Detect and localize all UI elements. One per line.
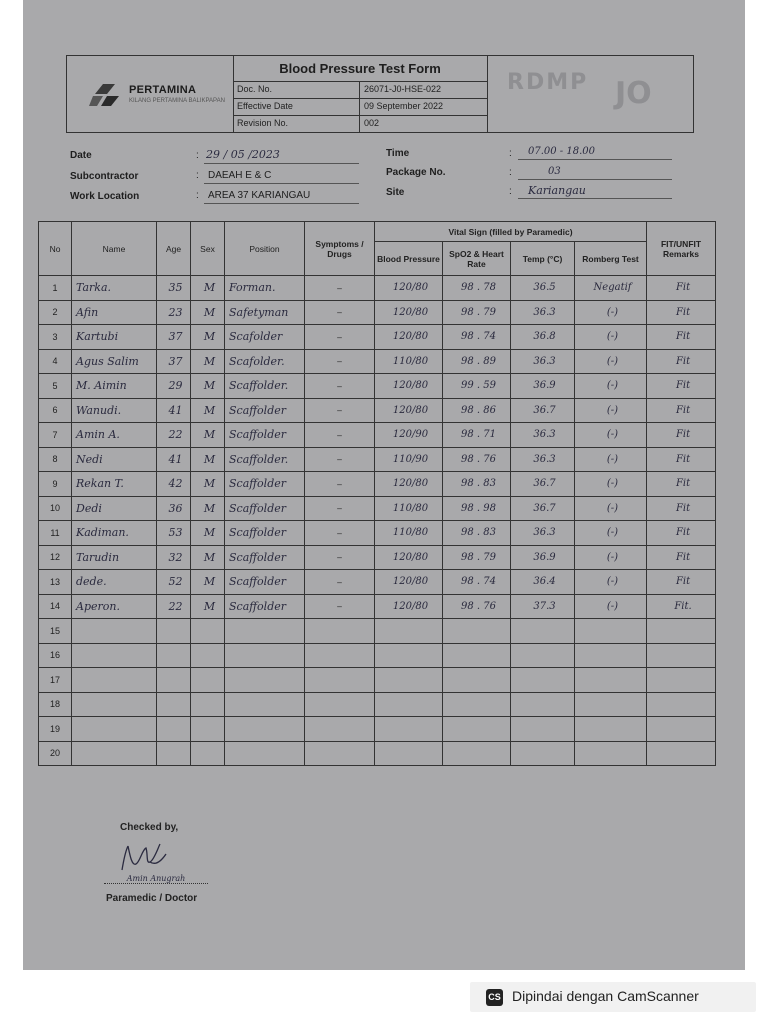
table-row bbox=[39, 643, 716, 668]
cell-temp: 36.7 bbox=[511, 398, 575, 423]
cell-temp bbox=[511, 692, 575, 717]
cell-sym: – bbox=[305, 398, 375, 423]
cell-temp: 36.5 bbox=[511, 276, 575, 301]
form-title: Blood Pressure Test Form bbox=[233, 56, 487, 82]
cell-no: 3 bbox=[39, 325, 72, 350]
cell-age: 37 bbox=[157, 325, 191, 350]
cell-position: Scaffolder bbox=[225, 570, 305, 595]
package-value: 03 bbox=[548, 166, 561, 177]
cell-sex: M bbox=[191, 521, 225, 546]
cell-sym: – bbox=[305, 300, 375, 325]
cell-name bbox=[72, 717, 157, 742]
cell-temp: 36.3 bbox=[511, 521, 575, 546]
table-row bbox=[39, 325, 716, 350]
pertamina-logo-icon bbox=[89, 82, 123, 108]
camscanner-text: Dipindai dengan CamScanner bbox=[512, 988, 699, 1004]
cell-no: 9 bbox=[39, 472, 72, 497]
cell-age: 42 bbox=[157, 472, 191, 497]
col-romberg-header: Romberg Test bbox=[575, 242, 647, 276]
cell-position bbox=[225, 668, 305, 693]
cell-position bbox=[225, 741, 305, 766]
cell-age bbox=[157, 643, 191, 668]
cell-romberg: (-) bbox=[575, 447, 647, 472]
cell-no: 18 bbox=[39, 692, 72, 717]
cell-spo2: 98 . 89 bbox=[443, 349, 511, 374]
cell-position bbox=[225, 643, 305, 668]
time-label: Time bbox=[386, 148, 410, 159]
col-fit-header: FIT/UNFIT Remarks bbox=[647, 222, 716, 276]
company-subtitle: KILANG PERTAMINA BALIKPAPAN bbox=[129, 98, 225, 104]
cell-bp: 120/80 bbox=[375, 325, 443, 350]
cell-sex bbox=[191, 717, 225, 742]
cell-name: Tarka. bbox=[72, 276, 157, 301]
cell-spo2: 98 . 98 bbox=[443, 496, 511, 521]
cell-spo2 bbox=[443, 619, 511, 644]
cell-no: 16 bbox=[39, 643, 72, 668]
cell-fit: Fit bbox=[647, 300, 716, 325]
cell-fit: Fit bbox=[647, 374, 716, 399]
cell-fit: Fit bbox=[647, 447, 716, 472]
effective-date-label: Effective Date bbox=[237, 101, 293, 111]
cell-position: Forman. bbox=[225, 276, 305, 301]
cell-name: Agus Salim bbox=[72, 349, 157, 374]
cell-sym: – bbox=[305, 423, 375, 448]
cell-temp: 37.3 bbox=[511, 594, 575, 619]
table-row bbox=[39, 472, 716, 497]
cell-sym bbox=[305, 717, 375, 742]
jo-stamp-text: JO bbox=[615, 76, 652, 111]
cell-sex bbox=[191, 643, 225, 668]
cell-sym: – bbox=[305, 472, 375, 497]
cell-spo2 bbox=[443, 643, 511, 668]
signer-name: Amin Anugrah bbox=[104, 874, 208, 884]
table-row bbox=[39, 398, 716, 423]
cell-romberg: (-) bbox=[575, 570, 647, 595]
cell-romberg: (-) bbox=[575, 374, 647, 399]
cell-spo2 bbox=[443, 692, 511, 717]
table-row bbox=[39, 374, 716, 399]
cell-age: 41 bbox=[157, 398, 191, 423]
cell-age: 22 bbox=[157, 594, 191, 619]
cell-sex: M bbox=[191, 545, 225, 570]
cell-sym: – bbox=[305, 447, 375, 472]
subcontractor-value: DAEAH E & C bbox=[208, 170, 272, 181]
cell-name: Kadiman. bbox=[72, 521, 157, 546]
cell-temp: 36.3 bbox=[511, 423, 575, 448]
time-value: 07.00 - 18.00 bbox=[528, 146, 595, 157]
cell-name bbox=[72, 692, 157, 717]
cell-position: Scaffolder bbox=[225, 594, 305, 619]
cell-sex: M bbox=[191, 423, 225, 448]
cell-sym: – bbox=[305, 545, 375, 570]
cell-temp bbox=[511, 741, 575, 766]
cell-temp: 36.3 bbox=[511, 300, 575, 325]
vital-sign-group-header: Vital Sign (filled by Paramedic) bbox=[375, 222, 647, 242]
cell-sym bbox=[305, 619, 375, 644]
cell-fit bbox=[647, 668, 716, 693]
cell-no: 7 bbox=[39, 423, 72, 448]
cell-name: Kartubi bbox=[72, 325, 157, 350]
cell-sex bbox=[191, 668, 225, 693]
cell-no: 1 bbox=[39, 276, 72, 301]
table-row bbox=[39, 717, 716, 742]
cell-bp bbox=[375, 717, 443, 742]
cell-sex: M bbox=[191, 374, 225, 399]
cell-sex: M bbox=[191, 447, 225, 472]
cell-position: Scaffolder bbox=[225, 521, 305, 546]
cell-temp: 36.3 bbox=[511, 447, 575, 472]
cell-romberg bbox=[575, 692, 647, 717]
cell-age: 52 bbox=[157, 570, 191, 595]
cell-temp: 36.4 bbox=[511, 570, 575, 595]
cell-romberg bbox=[575, 643, 647, 668]
title-cell bbox=[233, 56, 488, 132]
cell-sex bbox=[191, 741, 225, 766]
col-temp-header: Temp (°C) bbox=[511, 242, 575, 276]
cell-no: 14 bbox=[39, 594, 72, 619]
signature-icon bbox=[112, 840, 172, 876]
cell-romberg: (-) bbox=[575, 594, 647, 619]
cell-romberg: (-) bbox=[575, 300, 647, 325]
cell-temp: 36.3 bbox=[511, 349, 575, 374]
cell-romberg bbox=[575, 668, 647, 693]
cell-no: 11 bbox=[39, 521, 72, 546]
cell-age: 37 bbox=[157, 349, 191, 374]
signer-role: Paramedic / Doctor bbox=[106, 893, 198, 904]
cell-no: 13 bbox=[39, 570, 72, 595]
cell-fit: Fit bbox=[647, 325, 716, 350]
cell-sym bbox=[305, 668, 375, 693]
cell-age: 35 bbox=[157, 276, 191, 301]
cell-no: 8 bbox=[39, 447, 72, 472]
cell-romberg bbox=[575, 741, 647, 766]
cell-sex: M bbox=[191, 398, 225, 423]
cell-fit: Fit bbox=[647, 423, 716, 448]
rdmp-stamp-text: RDMP bbox=[507, 70, 589, 95]
cell-temp bbox=[511, 619, 575, 644]
cell-bp bbox=[375, 692, 443, 717]
cell-fit: Fit bbox=[647, 276, 716, 301]
company-name: PERTAMINA bbox=[129, 84, 197, 96]
cell-sex: M bbox=[191, 594, 225, 619]
package-label: Package No. bbox=[386, 167, 446, 178]
cell-spo2: 98 . 78 bbox=[443, 276, 511, 301]
cell-age bbox=[157, 741, 191, 766]
cell-sym: – bbox=[305, 521, 375, 546]
cell-position: Scafolder bbox=[225, 325, 305, 350]
cell-temp: 36.7 bbox=[511, 472, 575, 497]
cell-age: 36 bbox=[157, 496, 191, 521]
table-row bbox=[39, 276, 716, 301]
cell-sex: M bbox=[191, 570, 225, 595]
cell-age bbox=[157, 717, 191, 742]
cell-sym: – bbox=[305, 570, 375, 595]
cell-spo2: 98 . 76 bbox=[443, 594, 511, 619]
cell-no: 12 bbox=[39, 545, 72, 570]
cell-spo2: 99 . 59 bbox=[443, 374, 511, 399]
cell-spo2: 98 . 79 bbox=[443, 300, 511, 325]
site-value: Kariangau bbox=[528, 184, 586, 197]
cell-sym bbox=[305, 643, 375, 668]
cell-bp: 110/80 bbox=[375, 349, 443, 374]
doc-no-row bbox=[233, 82, 487, 99]
cell-temp: 36.9 bbox=[511, 545, 575, 570]
cell-spo2: 98 . 74 bbox=[443, 570, 511, 595]
cell-no: 2 bbox=[39, 300, 72, 325]
cell-spo2: 98 . 76 bbox=[443, 447, 511, 472]
cell-fit bbox=[647, 692, 716, 717]
logo-cell bbox=[67, 56, 234, 132]
cell-name bbox=[72, 668, 157, 693]
table-row bbox=[39, 594, 716, 619]
cell-sex: M bbox=[191, 496, 225, 521]
cell-no: 5 bbox=[39, 374, 72, 399]
cell-name: Aperon. bbox=[72, 594, 157, 619]
cell-romberg: (-) bbox=[575, 472, 647, 497]
checked-by-label: Checked by, bbox=[120, 822, 179, 833]
cell-no: 19 bbox=[39, 717, 72, 742]
cell-bp: 120/80 bbox=[375, 398, 443, 423]
project-stamp bbox=[487, 56, 693, 132]
cell-fit bbox=[647, 717, 716, 742]
cell-romberg: (-) bbox=[575, 545, 647, 570]
col-bp-header: Blood Pressure bbox=[375, 242, 443, 276]
cell-age: 32 bbox=[157, 545, 191, 570]
form-header bbox=[66, 55, 694, 133]
cell-fit: Fit bbox=[647, 398, 716, 423]
cell-sym: – bbox=[305, 496, 375, 521]
cell-fit: Fit. bbox=[647, 594, 716, 619]
cell-bp: 120/80 bbox=[375, 472, 443, 497]
cell-fit: Fit bbox=[647, 349, 716, 374]
cell-age: 41 bbox=[157, 447, 191, 472]
col-age-header: Age bbox=[157, 222, 191, 276]
cell-spo2: 98 . 83 bbox=[443, 472, 511, 497]
cell-no: 17 bbox=[39, 668, 72, 693]
cell-name: dede. bbox=[72, 570, 157, 595]
subcontractor-label: Subcontractor bbox=[70, 171, 139, 182]
cell-sym bbox=[305, 692, 375, 717]
col-position-header: Position bbox=[225, 222, 305, 276]
cell-romberg: (-) bbox=[575, 521, 647, 546]
cell-age: 29 bbox=[157, 374, 191, 399]
doc-no-label: Doc. No. bbox=[237, 84, 273, 94]
cell-age: 53 bbox=[157, 521, 191, 546]
cell-sym: – bbox=[305, 374, 375, 399]
cell-position: Scaffolder bbox=[225, 496, 305, 521]
cell-sex: M bbox=[191, 300, 225, 325]
cell-spo2: 98 . 83 bbox=[443, 521, 511, 546]
cell-bp: 110/80 bbox=[375, 496, 443, 521]
cell-bp: 120/80 bbox=[375, 276, 443, 301]
col-sex-header: Sex bbox=[191, 222, 225, 276]
cell-fit: Fit bbox=[647, 472, 716, 497]
cell-sex: M bbox=[191, 349, 225, 374]
cell-romberg bbox=[575, 619, 647, 644]
revision-value: 002 bbox=[364, 118, 380, 128]
cell-bp: 110/80 bbox=[375, 521, 443, 546]
cell-bp: 120/80 bbox=[375, 374, 443, 399]
cell-bp: 120/80 bbox=[375, 300, 443, 325]
vital-sign-table bbox=[38, 221, 715, 766]
table-row bbox=[39, 668, 716, 693]
cell-no: 20 bbox=[39, 741, 72, 766]
revision-row bbox=[233, 116, 487, 132]
date-value: 29 / 05 /2023 bbox=[206, 148, 280, 161]
cell-sym: – bbox=[305, 594, 375, 619]
date-label: Date bbox=[70, 150, 92, 161]
cell-romberg: (-) bbox=[575, 349, 647, 374]
cell-sym: – bbox=[305, 276, 375, 301]
cell-no: 6 bbox=[39, 398, 72, 423]
cell-fit: Fit bbox=[647, 570, 716, 595]
cell-spo2: 98 . 86 bbox=[443, 398, 511, 423]
cell-position: Safetyman bbox=[225, 300, 305, 325]
cell-temp: 36.8 bbox=[511, 325, 575, 350]
cell-name: Wanudi. bbox=[72, 398, 157, 423]
cell-age bbox=[157, 692, 191, 717]
cell-name: Afin bbox=[72, 300, 157, 325]
table-row bbox=[39, 741, 716, 766]
cell-bp: 120/90 bbox=[375, 423, 443, 448]
revision-label: Revision No. bbox=[237, 118, 289, 128]
cell-bp: 120/80 bbox=[375, 545, 443, 570]
table-row bbox=[39, 349, 716, 374]
cell-sym: – bbox=[305, 325, 375, 350]
work-location-label: Work Location bbox=[70, 191, 140, 202]
cell-romberg: (-) bbox=[575, 398, 647, 423]
cell-spo2: 98 . 79 bbox=[443, 545, 511, 570]
table-row bbox=[39, 570, 716, 595]
effective-date-row bbox=[233, 99, 487, 116]
col-name-header: Name bbox=[72, 222, 157, 276]
table-row bbox=[39, 447, 716, 472]
camscanner-icon: CS bbox=[486, 989, 503, 1006]
cell-bp bbox=[375, 619, 443, 644]
cell-age: 23 bbox=[157, 300, 191, 325]
cell-spo2: 98 . 74 bbox=[443, 325, 511, 350]
cell-name bbox=[72, 619, 157, 644]
cell-position: Scaffolder bbox=[225, 545, 305, 570]
cell-age bbox=[157, 668, 191, 693]
cell-temp bbox=[511, 668, 575, 693]
cell-romberg: (-) bbox=[575, 423, 647, 448]
table-row bbox=[39, 692, 716, 717]
cell-position: Scaffolder bbox=[225, 423, 305, 448]
effective-date-value: 09 September 2022 bbox=[364, 101, 444, 111]
doc-no-value: 26071-J0-HSE-022 bbox=[364, 84, 442, 94]
cell-bp: 120/80 bbox=[375, 570, 443, 595]
cell-position: Scaffolder bbox=[225, 472, 305, 497]
cell-spo2: 98 . 71 bbox=[443, 423, 511, 448]
cell-sex bbox=[191, 692, 225, 717]
cell-position bbox=[225, 619, 305, 644]
cell-fit bbox=[647, 619, 716, 644]
cell-romberg: (-) bbox=[575, 496, 647, 521]
cell-name: Rekan T. bbox=[72, 472, 157, 497]
cell-position bbox=[225, 717, 305, 742]
camscanner-watermark bbox=[470, 982, 756, 1012]
cell-temp: 36.9 bbox=[511, 374, 575, 399]
cell-age: 22 bbox=[157, 423, 191, 448]
cell-name: Dedi bbox=[72, 496, 157, 521]
cell-fit: Fit bbox=[647, 496, 716, 521]
cell-sym: – bbox=[305, 349, 375, 374]
site-label: Site bbox=[386, 187, 405, 198]
cell-name: Amin A. bbox=[72, 423, 157, 448]
table-row bbox=[39, 619, 716, 644]
cell-name: Nedi bbox=[72, 447, 157, 472]
cell-fit bbox=[647, 643, 716, 668]
cell-name: M. Aimin bbox=[72, 374, 157, 399]
cell-temp: 36.7 bbox=[511, 496, 575, 521]
cell-position: Scaffolder. bbox=[225, 447, 305, 472]
cell-position: Scafolder. bbox=[225, 349, 305, 374]
cell-sex bbox=[191, 619, 225, 644]
cell-fit: Fit bbox=[647, 521, 716, 546]
cell-name bbox=[72, 643, 157, 668]
cell-bp: 120/80 bbox=[375, 594, 443, 619]
cell-sex: M bbox=[191, 472, 225, 497]
cell-romberg: Negatif bbox=[575, 276, 647, 301]
col-no-header: No bbox=[39, 222, 72, 276]
cell-no: 15 bbox=[39, 619, 72, 644]
cell-spo2 bbox=[443, 668, 511, 693]
table-row bbox=[39, 423, 716, 448]
cell-fit bbox=[647, 741, 716, 766]
table-body bbox=[39, 276, 716, 766]
cell-position: Scaffolder. bbox=[225, 374, 305, 399]
col-symptoms-header: Symptoms / Drugs bbox=[305, 222, 375, 276]
cell-romberg: (-) bbox=[575, 325, 647, 350]
cell-bp bbox=[375, 643, 443, 668]
cell-bp: 110/90 bbox=[375, 447, 443, 472]
work-location-value: AREA 37 KARIANGAU bbox=[208, 190, 311, 201]
cell-position: Scaffolder bbox=[225, 398, 305, 423]
cell-temp bbox=[511, 717, 575, 742]
cell-spo2 bbox=[443, 741, 511, 766]
cell-no: 4 bbox=[39, 349, 72, 374]
table-row bbox=[39, 496, 716, 521]
cell-sex: M bbox=[191, 276, 225, 301]
cell-sym bbox=[305, 741, 375, 766]
cell-bp bbox=[375, 668, 443, 693]
cell-sex: M bbox=[191, 325, 225, 350]
cell-position bbox=[225, 692, 305, 717]
cell-romberg bbox=[575, 717, 647, 742]
cell-name bbox=[72, 741, 157, 766]
cell-age bbox=[157, 619, 191, 644]
cell-name: Tarudin bbox=[72, 545, 157, 570]
table-row bbox=[39, 521, 716, 546]
col-spo2-header: SpO2 & Heart Rate bbox=[443, 242, 511, 276]
cell-bp bbox=[375, 741, 443, 766]
table-row bbox=[39, 545, 716, 570]
table-row bbox=[39, 300, 716, 325]
cell-temp bbox=[511, 643, 575, 668]
cell-fit: Fit bbox=[647, 545, 716, 570]
cell-no: 10 bbox=[39, 496, 72, 521]
cell-spo2 bbox=[443, 717, 511, 742]
